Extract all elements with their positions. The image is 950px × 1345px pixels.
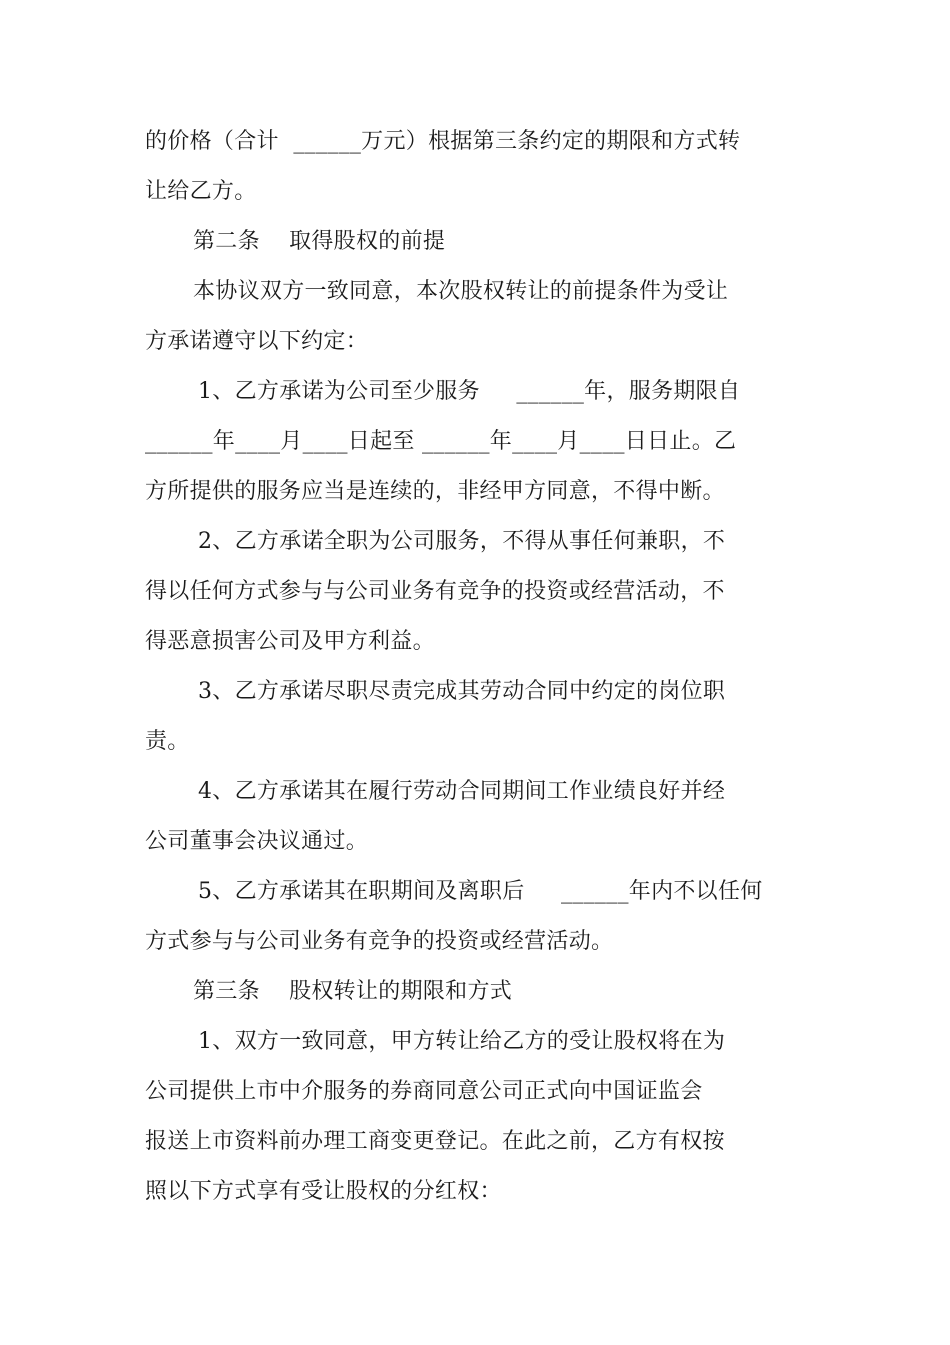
list-item: 1、乙方承诺为公司至少服务 ______年，服务期限自: [198, 379, 741, 404]
list-item: 4、乙方承诺其在履行劳动合同期间工作业绩良好并经: [198, 779, 726, 804]
text-line: 的价格（合计 ______万元）根据第三条约定的期限和方式转: [145, 129, 741, 154]
text-line: 方所提供的服务应当是连续的，非经甲方同意，不得中断。: [145, 479, 725, 504]
text-line: 照以下方式享有受让股权的分红权：: [145, 1179, 502, 1204]
text-line: 责。: [145, 729, 190, 754]
text-line: 公司提供上市中介服务的券商同意公司正式向中国证监会: [145, 1079, 703, 1104]
list-item: 2、乙方承诺全职为公司服务，不得从事任何兼职，不: [198, 529, 726, 554]
text-line: 让给乙方。: [145, 179, 257, 204]
text-line: 方承诺遵守以下约定：: [145, 329, 369, 354]
list-item: 1、双方一致同意，甲方转让给乙方的受让股权将在为: [198, 1029, 726, 1054]
section-heading: 第二条 取得股权的前提: [193, 229, 446, 254]
text-line: 本协议双方一致同意，本次股权转让的前提条件为受让: [193, 279, 729, 304]
text-line: ______年____月____日起至 ______年____月____日日止。乙: [145, 429, 737, 454]
text-line: 报送上市资料前办理工商变更登记。在此之前，乙方有权按: [145, 1129, 725, 1154]
text-line: 得恶意损害公司及甲方利益。: [145, 629, 435, 654]
text-line: 公司董事会决议通过。: [145, 829, 369, 854]
list-item: 3、乙方承诺尽职尽责完成其劳动合同中约定的岗位职: [198, 679, 726, 704]
text-line: 得以任何方式参与与公司业务有竞争的投资或经营活动，不: [145, 579, 725, 604]
list-item: 5、乙方承诺其在职期间及离职后 ______年内不以任何: [198, 879, 763, 904]
section-heading: 第三条 股权转让的期限和方式: [193, 979, 513, 1004]
text-line: 方式参与与公司业务有竞争的投资或经营活动。: [145, 929, 614, 954]
